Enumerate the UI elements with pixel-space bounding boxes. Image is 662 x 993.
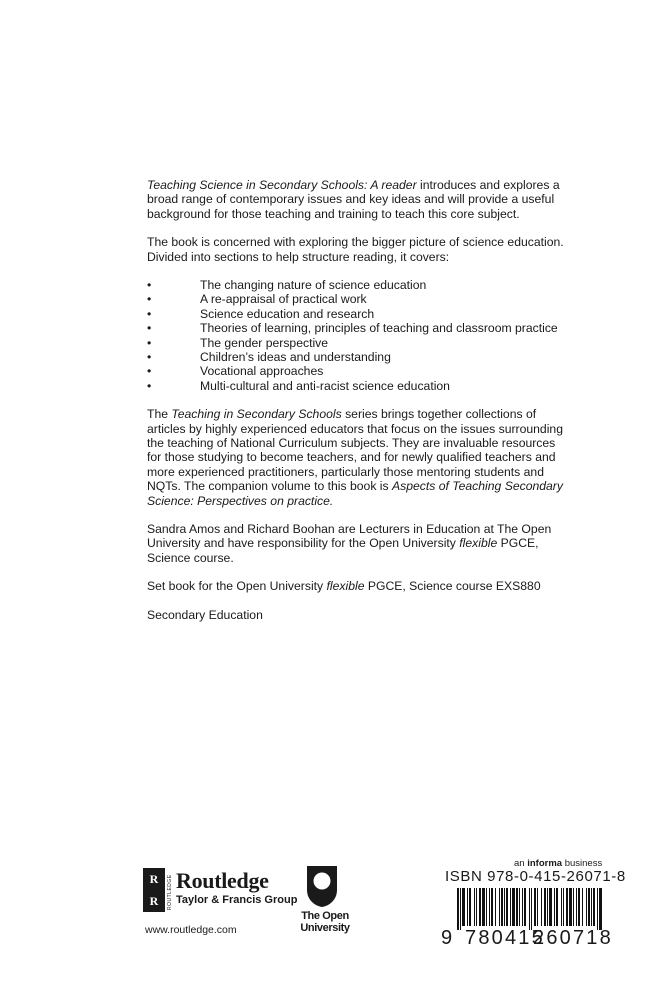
topics-list	[147, 278, 567, 393]
topic-item: • Science education and research	[147, 307, 567, 321]
ou-line-1: The Open	[301, 910, 349, 922]
flexible-word: flexible	[326, 579, 365, 594]
barcode-digit-group-2: 260718	[533, 927, 613, 949]
series-text: series brings together collections of articles by highly experienced educators that focus on the issues surrounding the teaching of National Curriculum subjects. They are invaluable resources for those studying to become teachers, and for newly qualified teachers and more experienced practitioners, particularly those mentoring students and NQTs. The companion volume to this book is	[147, 407, 563, 494]
intro-paragraph	[147, 178, 567, 221]
barcode-digit-group-1: 780415	[465, 927, 545, 949]
topic-item: • The changing nature of science education	[147, 278, 567, 292]
open-university-logo	[296, 862, 356, 942]
intro-text: introduces and explores a broad range of contemporary issues and key ideas and will provide a useful background for those teaching and training to teach this core subject.	[147, 178, 560, 221]
isbn-block	[437, 868, 626, 958]
ou-shield-icon	[305, 864, 339, 908]
barcode-graphic	[457, 888, 603, 930]
series-title: Teaching in Secondary Schools	[171, 407, 342, 422]
companion-title: Aspects of Teaching Secondary Science: Perspectives on practice.	[147, 479, 563, 508]
flexible-word: flexible	[459, 536, 498, 551]
category-label: Secondary Education	[147, 607, 263, 622]
routledge-logo	[143, 868, 298, 918]
routledge-r-icon: R R	[143, 868, 165, 912]
routledge-vertical-text: ROUTLEDGE	[167, 874, 173, 910]
topic-item: • The gender perspective	[147, 336, 567, 350]
back-cover-text	[147, 178, 567, 636]
publisher-website: www.routledge.com	[145, 924, 237, 936]
informa-suffix: business	[562, 858, 603, 869]
authors-lead: Sandra Amos and Richard Boohan are Lecturers in Education at The Open University and have responsibility for the Open University	[147, 522, 552, 551]
setbook-lead: Set book for the Open University	[147, 579, 327, 594]
topic-item: • Children’s ideas and understanding	[147, 350, 567, 364]
publisher-name: Routledge	[176, 868, 269, 893]
informa-bold: informa	[527, 858, 563, 869]
topic-item: • Vocational approaches	[147, 364, 567, 378]
topic-item: • Multi-cultural and anti-racist science education	[147, 379, 567, 393]
setbook-paragraph	[147, 579, 567, 593]
authors-paragraph	[147, 522, 567, 565]
setbook-tail: PGCE, Science course EXS880	[364, 579, 541, 594]
authors-tail: PGCE, Science course.	[147, 536, 539, 565]
ou-line-2: University	[300, 922, 350, 934]
barcode-lead-digit: 9	[441, 927, 453, 949]
topic-item: • A re-appraisal of practical work	[147, 292, 567, 306]
publisher-group: Taylor & Francis Group	[176, 894, 298, 906]
informa-prefix: an	[514, 858, 528, 869]
ou-wordmark	[296, 910, 354, 934]
book-title: Teaching Science in Secondary Schools: A reader	[147, 178, 417, 192]
contents-intro: The book is concerned with exploring the bigger picture of science education. Divided into sections to help structure reading, it covers:	[147, 235, 564, 264]
isbn-label: ISBN 978-0-415-26071-8	[445, 868, 626, 885]
series-lead: The	[147, 407, 172, 422]
series-paragraph	[147, 407, 567, 508]
topic-item: • Theories of learning, principles of teaching and classroom practice	[147, 321, 567, 335]
